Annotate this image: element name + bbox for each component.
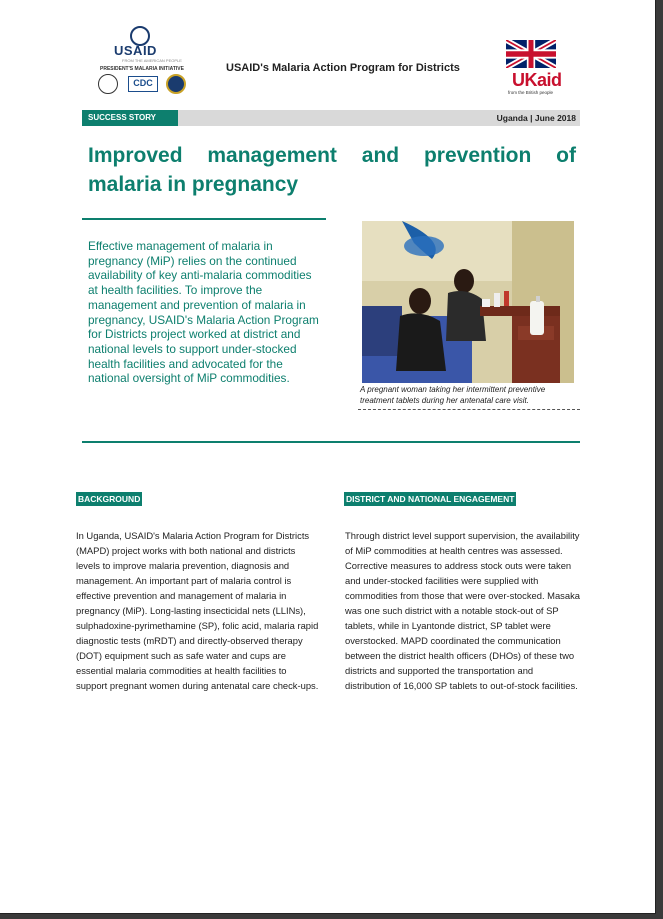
- cdc-logo: CDC: [128, 76, 158, 92]
- location-date: Uganda | June 2018: [496, 113, 576, 123]
- intro-paragraph: Effective management of malaria in pregnancy (MiP) relies on the continued availability of key anti-malaria commodities at health facilities. To improve the management and prevention of malaria in pregnancy, USAID's Malaria Action Program for Districts project worked at district and national levels to support under-stocked health facilities and advocated for the national oversight of MiP commodities.: [88, 239, 319, 386]
- background-heading: BACKGROUND: [78, 494, 141, 504]
- background-body: In Uganda, USAID's Malaria Action Program for Districts (MAPD) project works with both national and districts levels to improve malaria prevention, diagnosis and management. An important part of malaria control is effective prevention and management of malaria in pregnancy (MiP). Long-lasting insecticidal nets (LLINs), sulphadoxine-pyrimethamine (SP), folic acid, malaria rapid diagnostic tests (mRDT) and directly-observed therapy (DOT) equipment such as safe water and cups are essential malaria commodities at health facilities to support pregnant women during antenatal care check-ups.: [76, 530, 319, 692]
- state-department-seal-icon: [166, 74, 186, 94]
- district-engagement-heading: DISTRICT AND NATIONAL ENGAGEMENT: [346, 494, 515, 504]
- ukaid-tagline: from the British people: [508, 90, 554, 95]
- pmi-label: PRESIDENT'S MALARIA INITIATIVE: [100, 66, 184, 72]
- success-story-badge: SUCCESS STORY: [82, 110, 178, 126]
- hhs-seal-icon: [98, 74, 118, 94]
- photo-pregnant-woman: [362, 221, 574, 383]
- program-title: USAID's Malaria Action Program for Districts: [226, 62, 460, 74]
- page-title: Improved management and prevention of malaria in pregnancy: [88, 144, 576, 196]
- caption-divider: [358, 409, 580, 410]
- district-engagement-body: Through district level support supervision, the availability of MiP commodities at health centres was assessed. Corrective measures to address stock outs were taken and under-stocked facilities were supplied with commodities from those that were over-stocked. Masaka was one such district with a notable stock-out of SP tablets, while in Lyantonde district, SP tablet were overstocked. MAPD coordinated the communication between the district health officers (DHOs) of these two districts and supported the transportation and distribution of 16,000 SP tablets to out-of-stock facilities.: [345, 530, 580, 692]
- section-divider: [82, 441, 580, 443]
- union-flag-icon: [506, 40, 556, 68]
- divider: [82, 218, 326, 220]
- success-story-banner: [82, 110, 580, 126]
- ukaid-wordmark: UKaid: [512, 70, 562, 90]
- photo-illustration: [362, 221, 574, 383]
- usaid-tagline: FROM THE AMERICAN PEOPLE: [122, 58, 182, 63]
- photo-caption: A pregnant woman taking her intermittent preventive treatment tablets during her antenatal care visit.: [360, 385, 546, 405]
- usaid-wordmark: USAID: [114, 43, 157, 58]
- usaid-pmi-logo-block: [92, 26, 192, 98]
- ukaid-logo: [506, 40, 560, 100]
- partner-logos: [98, 74, 190, 96]
